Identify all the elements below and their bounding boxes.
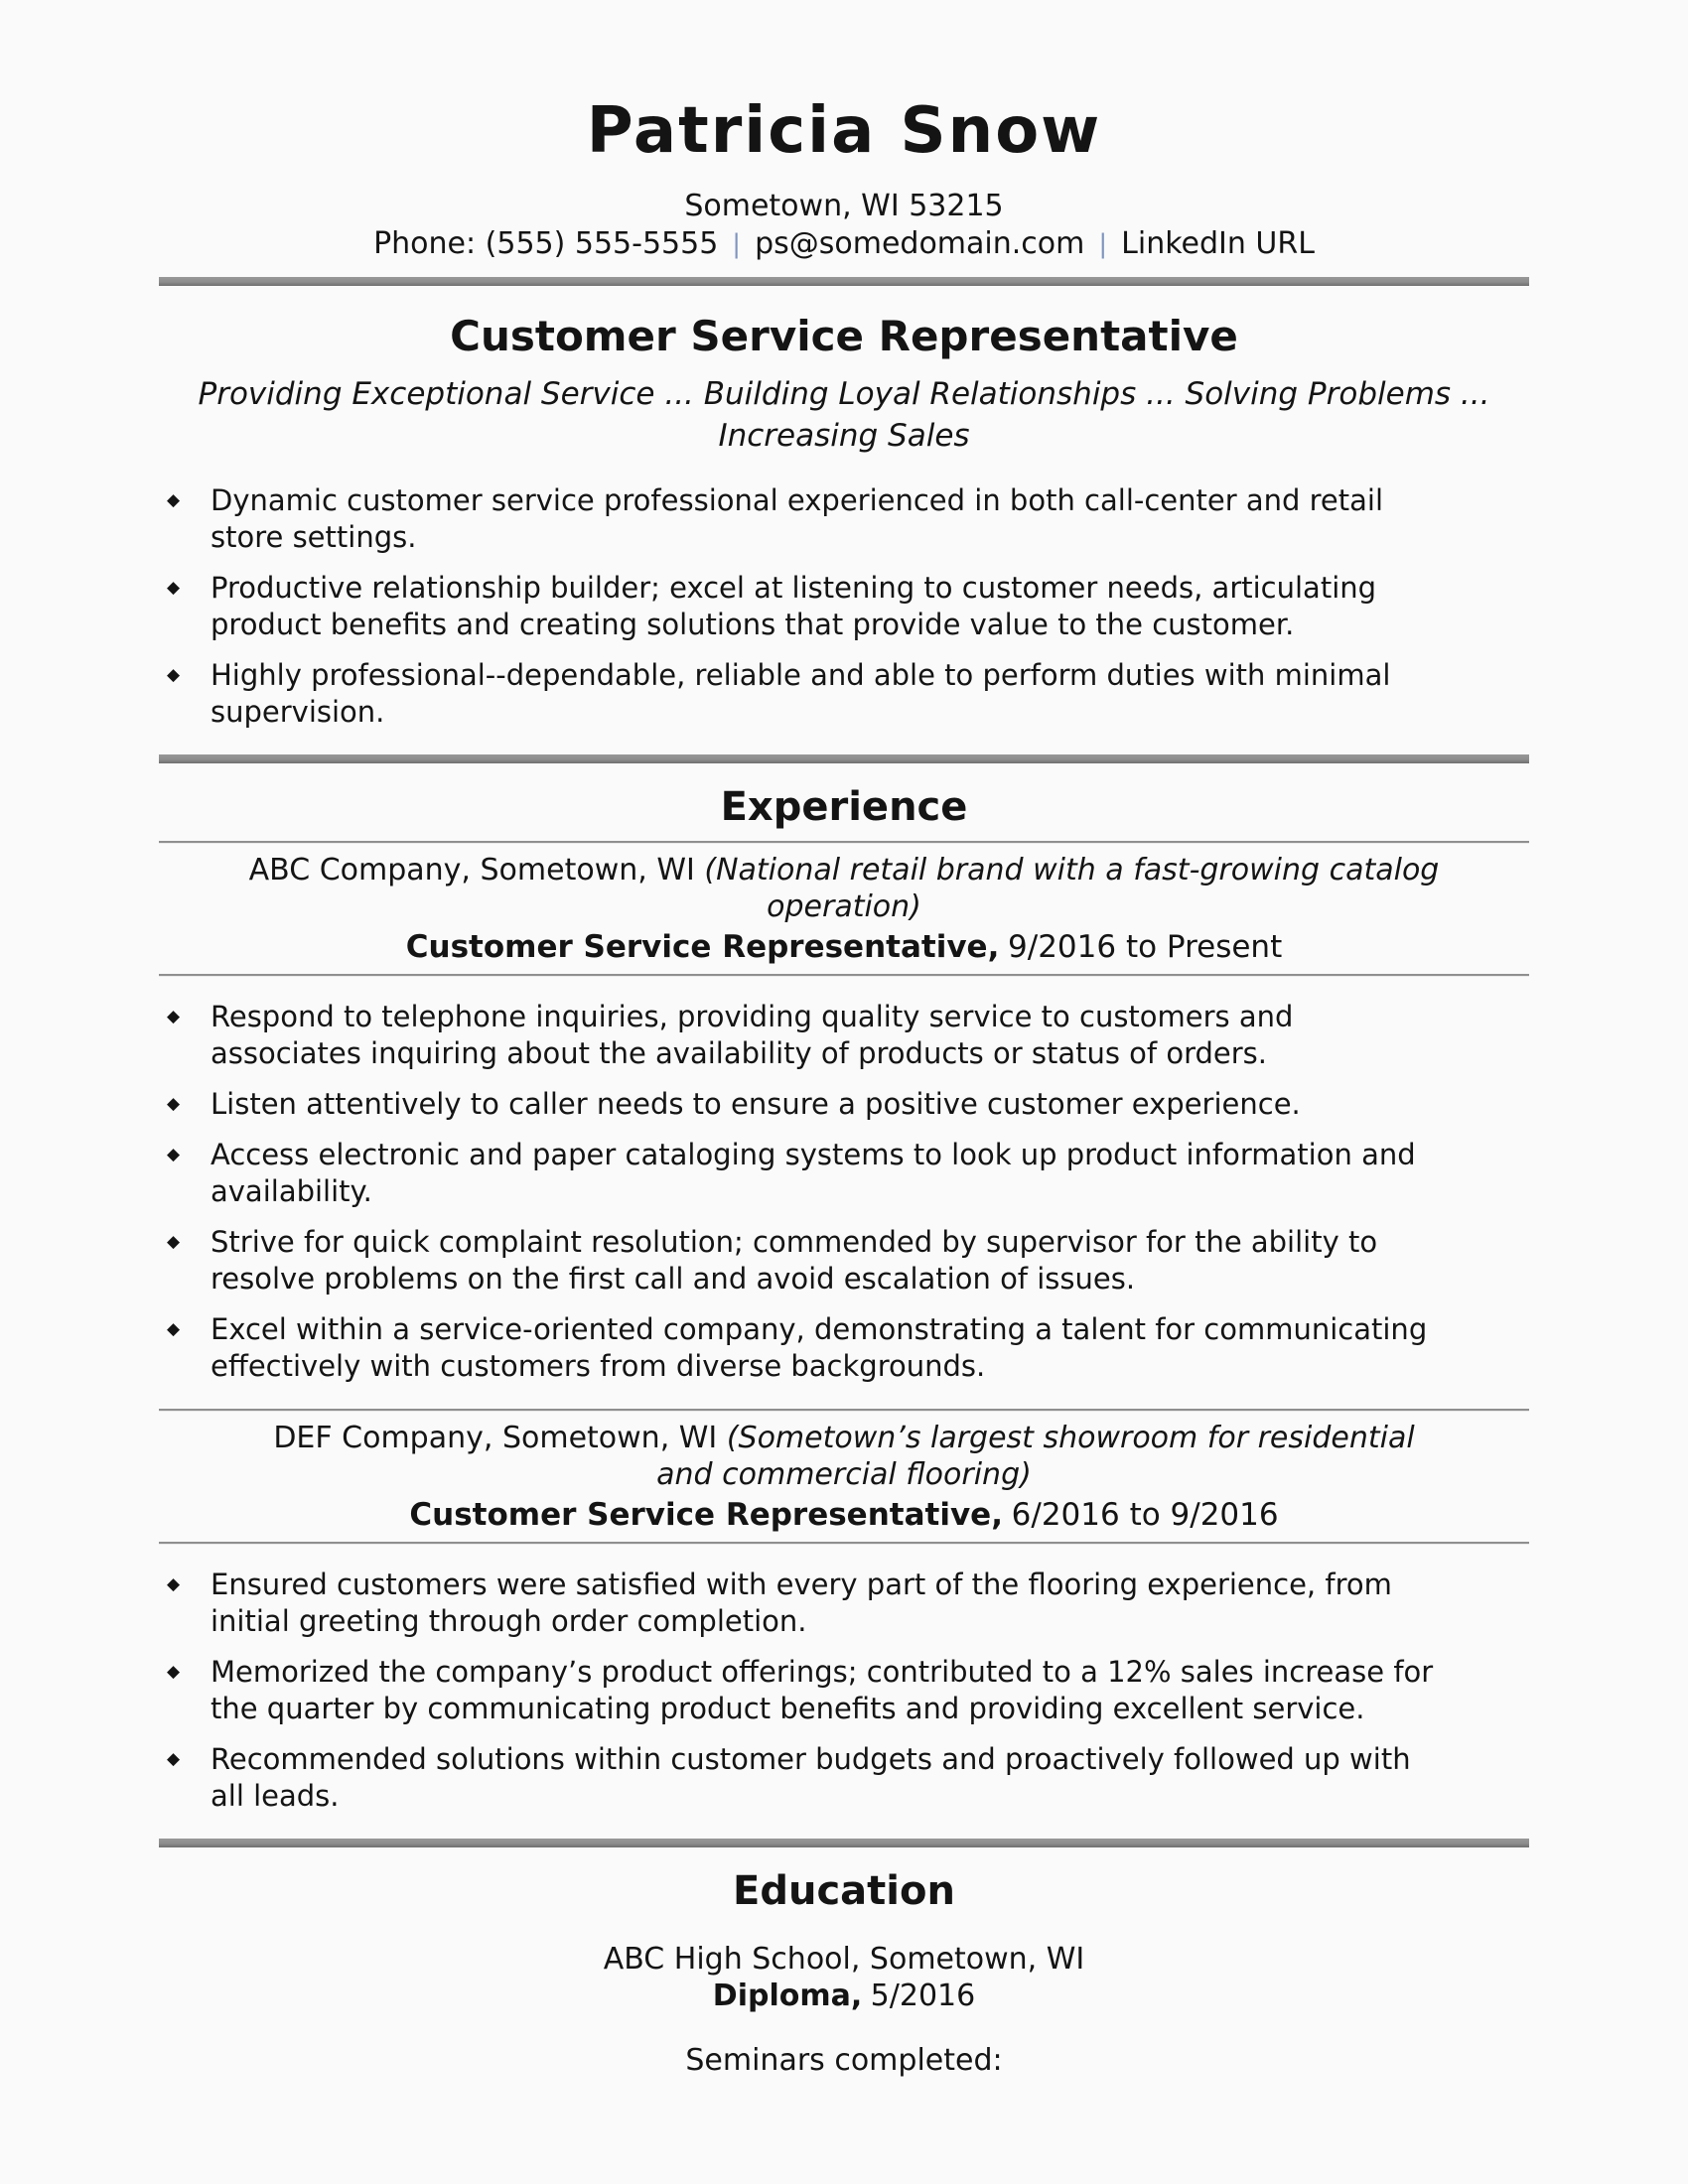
separator-pipe: |: [1098, 229, 1108, 259]
name-heading: Patricia Snow: [586, 94, 1102, 168]
tagline-line: Providing Exceptional Service ... Building Loyal Relationships ... Solving Problems ...: [198, 376, 1490, 412]
diamond-bullet-icon: ◆: [167, 1574, 181, 1594]
resume-header: [159, 0, 1529, 262]
company-descriptor: (National retail brand with a fast-growing catalog operation): [704, 853, 1440, 924]
experience-heading: Experience: [720, 784, 968, 830]
tagline: [159, 373, 1529, 457]
degree-line: [159, 1978, 1529, 2014]
bullet-text: Highly professional--dependable, reliable and able to perform duties with minimal supervision.: [211, 658, 1391, 729]
list-item: [159, 570, 1529, 643]
job-title-line: [159, 929, 1529, 966]
diamond-bullet-icon: ◆: [167, 1749, 181, 1769]
diamond-bullet-icon: ◆: [167, 665, 181, 685]
list-item: [159, 1311, 1529, 1385]
diamond-bullet-icon: ◆: [167, 1232, 181, 1252]
list-item: [159, 1567, 1529, 1640]
job-header: [159, 1412, 1529, 1542]
job-title-line: [159, 1497, 1529, 1534]
company-name: DEF Company, Sometown, WI: [273, 1421, 727, 1455]
job-bullet-list: [159, 1567, 1529, 1815]
list-item: [159, 1654, 1529, 1727]
company-line: [243, 1420, 1445, 1493]
bullet-text: Strive for quick complaint resolution; commended by supervisor for the ability to resolve problems on the first call and avoid escalation of issues.: [211, 1225, 1378, 1296]
company-descriptor: (Sometown’s largest showroom for residential and commercial flooring): [656, 1421, 1415, 1492]
diamond-bullet-icon: ◆: [167, 578, 181, 598]
degree-date: 5/2016: [870, 1979, 976, 2013]
job-header: [159, 844, 1529, 974]
diamond-bullet-icon: ◆: [167, 1094, 181, 1114]
education-heading: Education: [733, 1868, 955, 1914]
list-item: [159, 1224, 1529, 1297]
school-line: ABC High School, Sometown, WI: [603, 1942, 1085, 1977]
bullet-text: Listen attentively to caller needs to ensure a positive customer experience.: [211, 1087, 1301, 1121]
job-bullet-list: [159, 999, 1529, 1385]
job-title: Customer Service Representative,: [409, 1497, 1003, 1533]
page-title: Customer Service Representative: [450, 312, 1238, 360]
email-text: ps@somedomain.com: [755, 226, 1085, 261]
divider-thin: [159, 1542, 1529, 1545]
diamond-bullet-icon: ◆: [167, 1662, 181, 1682]
tagline-line: Increasing Sales: [718, 418, 970, 454]
section-divider-thick: [159, 754, 1529, 763]
job-dates: 6/2016 to 9/2016: [1011, 1497, 1279, 1533]
company-line: [243, 852, 1445, 925]
section-divider-thick: [159, 277, 1529, 286]
bullet-text: Productive relationship builder; excel at listening to customer needs, articulating product benefits and creating solutions that provide value to the customer.: [211, 571, 1377, 641]
location-text: Sometown, WI 53215: [684, 189, 1004, 223]
contact-line: [159, 226, 1529, 262]
bullet-text: Respond to telephone inquiries, providing quality service to customers and associates inquiring about the availability of products or status of orders.: [211, 1000, 1294, 1070]
list-item: [159, 999, 1529, 1072]
bullet-text: Ensured customers were satisfied with every part of the flooring experience, from initial greeting through order completion.: [211, 1568, 1392, 1638]
bullet-text: Recommended solutions within customer budgets and proactively followed up with all leads.: [211, 1742, 1411, 1813]
company-name: ABC Company, Sometown, WI: [248, 853, 705, 887]
bullet-text: Access electronic and paper cataloging systems to look up product information and availability.: [211, 1138, 1416, 1208]
list-item: [159, 1741, 1529, 1815]
divider-thin: [159, 974, 1529, 977]
education-section: [159, 1867, 1529, 2079]
seminars-line: Seminars completed:: [685, 2043, 1003, 2078]
phone-text: Phone: (555) 555-5555: [373, 226, 719, 261]
list-item: [159, 1137, 1529, 1210]
job-dates: 9/2016 to Present: [1008, 929, 1283, 965]
list-item: [159, 1086, 1529, 1123]
degree-name: Diploma,: [712, 1979, 863, 2013]
linkedin-text: LinkedIn URL: [1121, 226, 1315, 261]
summary-list: [159, 482, 1529, 731]
job-title: Customer Service Representative,: [405, 929, 1000, 965]
diamond-bullet-icon: ◆: [167, 490, 181, 510]
bullet-text: Memorized the company’s product offerings; contributed to a 12% sales increase for the quarter by communicating product benefits and providing excellent service.: [211, 1655, 1434, 1725]
bullet-text: Excel within a service-oriented company, demonstrating a talent for communicating effectively with customers from diverse backgrounds.: [211, 1312, 1428, 1383]
bullet-text: Dynamic customer service professional experienced in both call-center and retail store settings.: [211, 483, 1384, 554]
diamond-bullet-icon: ◆: [167, 1145, 181, 1164]
list-item: [159, 657, 1529, 731]
diamond-bullet-icon: ◆: [167, 1319, 181, 1339]
list-item: [159, 482, 1529, 556]
separator-pipe: |: [732, 229, 742, 259]
diamond-bullet-icon: ◆: [167, 1007, 181, 1026]
section-divider-thick: [159, 1839, 1529, 1847]
